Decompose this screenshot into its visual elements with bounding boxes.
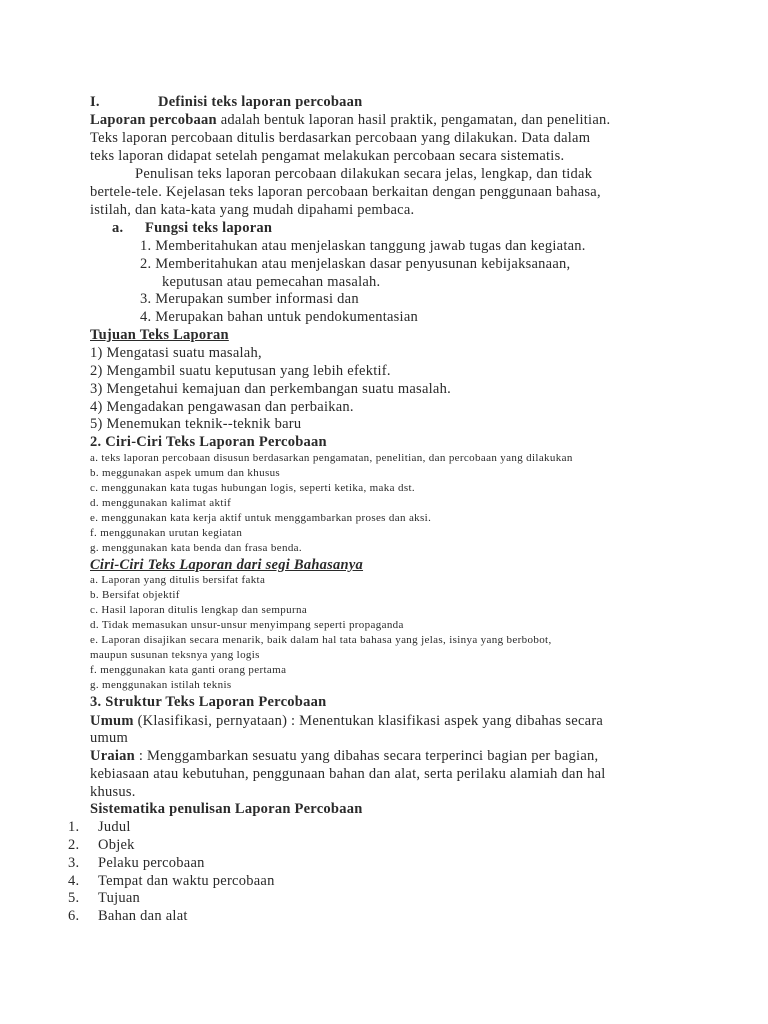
sistematika-num: 4. xyxy=(68,873,80,889)
ciri-bahasa-item-continuation: maupun susunan teksnya yang logis xyxy=(90,649,260,661)
ciri-item: a. teks laporan percobaan disusun berdasarkan pengamatan, penelitian, dan percobaan yang dilakukan xyxy=(90,452,573,464)
fungsi-item: 3. Merupakan sumber informasi dan xyxy=(140,291,359,307)
tujuan-title: Tujuan Teks Laporan xyxy=(90,327,229,343)
ciri-bahasa-item: e. Laporan disajikan secara menarik, baik dalam hal tata bahasa yang jelas, isinya yang berbobot, xyxy=(90,634,552,646)
ciri-item: c. menggunakan kata tugas hubungan logis, seperti ketika, maka dst. xyxy=(90,482,415,494)
umum-term: Umum xyxy=(90,713,134,729)
tujuan-item: 5) Menemukan teknik--teknik baru xyxy=(90,416,302,432)
ciri-bahasa-item: c. Hasil laporan ditulis lengkap dan sempurna xyxy=(90,604,308,616)
section-number: I. xyxy=(90,94,100,110)
sistematika-num: 3. xyxy=(68,855,80,871)
sistematika-num: 1. xyxy=(68,819,80,835)
uraian-rest: : Menggambarkan sesuatu yang dibahas secara terperinci bagian per bagian, xyxy=(135,748,599,764)
ciri-bahasa-item: d. Tidak memasukan unsur-unsur menyimpang seperti propaganda xyxy=(90,619,404,631)
umum-line-2: umum xyxy=(90,730,129,746)
uraian-line-1 xyxy=(90,747,598,765)
sistematika-title: Sistematika penulisan Laporan Percobaan xyxy=(90,801,363,817)
sistematika-num: 5. xyxy=(68,890,80,906)
ciri-bahasa-item: f. menggunakan kata ganti orang pertama xyxy=(90,664,287,676)
uraian-line-3: khusus. xyxy=(90,784,136,800)
tujuan-item: 4) Mengadakan pengawasan dan perbaikan. xyxy=(90,399,354,415)
ciri-item: g. menggunakan kata benda dan frasa benda. xyxy=(90,542,303,554)
fungsi-letter: a. xyxy=(112,220,124,236)
ciri-item: b. meggunakan aspek umum dan khusus xyxy=(90,467,281,479)
fungsi-item-continuation: keputusan atau pemecahan masalah. xyxy=(162,274,381,290)
definition-line-1 xyxy=(90,111,610,129)
fungsi-item: 1. Memberitahukan atau menjelaskan tanggung jawab tugas dan kegiatan. xyxy=(140,238,586,254)
uraian-line-2: kebiasaan atau kebutuhan, penggunaan bahan dan alat, serta perilaku alamiah dan hal xyxy=(90,766,606,782)
sistematika-num: 6. xyxy=(68,908,80,924)
sistematika-num: 2. xyxy=(68,837,80,853)
definition-term: Laporan percobaan xyxy=(90,112,217,128)
paragraph-2-line-3: istilah, dan kata-kata yang mudah dipahami pembaca. xyxy=(90,202,415,218)
fungsi-item: 2. Memberitahukan atau menjelaskan dasar penyusunan kebijaksanaan, xyxy=(140,256,571,272)
definition-rest: adalah bentuk laporan hasil praktik, pengamatan, dan penelitian. xyxy=(216,112,611,128)
fungsi-item: 4. Merupakan bahan untuk pendokumentasian xyxy=(140,309,419,325)
sistematika-item: Bahan dan alat xyxy=(98,908,188,924)
fungsi-title: Fungsi teks laporan xyxy=(145,220,273,236)
tujuan-item: 2) Mengambil suatu keputusan yang lebih efektif. xyxy=(90,363,391,379)
ciri-bahasa-item: g. menggunakan istilah teknis xyxy=(90,679,232,691)
definition-line-3: teks laporan didapat setelah pengamat melakukan percobaan secara sistematis. xyxy=(90,148,565,164)
tujuan-item: 1) Mengatasi suatu masalah, xyxy=(90,345,262,361)
definition-line-2: Teks laporan percobaan ditulis berdasarkan percobaan yang dilakukan. Data dalam xyxy=(90,130,591,146)
section-title: Definisi teks laporan percobaan xyxy=(158,94,363,110)
ciri-item: f. menggunakan urutan kegiatan xyxy=(90,527,243,539)
uraian-term: Uraian xyxy=(90,748,135,764)
umum-rest: (Klasifikasi, pernyataan) : Menentukan klasifikasi aspek yang dibahas secara xyxy=(133,713,604,729)
ciri-bahasa-item: a. Laporan yang ditulis bersifat fakta xyxy=(90,574,266,586)
sistematika-item: Tempat dan waktu percobaan xyxy=(98,873,275,889)
paragraph-2-line-1: Penulisan teks laporan percobaan dilakukan secara jelas, lengkap, dan tidak xyxy=(135,166,593,182)
tujuan-item: 3) Mengetahui kemajuan dan perkembangan suatu masalah. xyxy=(90,381,451,397)
struktur-title: 3. Struktur Teks Laporan Percobaan xyxy=(90,694,327,710)
ciri-bahasa-title: Ciri-Ciri Teks Laporan dari segi Bahasanya xyxy=(90,557,364,573)
ciri-item: d. menggunakan kalimat aktif xyxy=(90,497,232,509)
ciri-bahasa-item: b. Bersifat objektif xyxy=(90,589,180,601)
ciri-item: e. menggunakan kata kerja aktif untuk menggambarkan proses dan aksi. xyxy=(90,512,432,524)
sistematika-item: Judul xyxy=(98,819,131,835)
umum-line-1 xyxy=(90,712,603,730)
sistematika-item: Tujuan xyxy=(98,890,141,906)
paragraph-2-line-2: bertele-tele. Kejelasan teks laporan percobaan berkaitan dengan penggunaan bahasa, xyxy=(90,184,601,200)
sistematika-item: Objek xyxy=(98,837,135,853)
sistematika-item: Pelaku percobaan xyxy=(98,855,205,871)
ciri-title: 2. Ciri-Ciri Teks Laporan Percobaan xyxy=(90,434,327,450)
